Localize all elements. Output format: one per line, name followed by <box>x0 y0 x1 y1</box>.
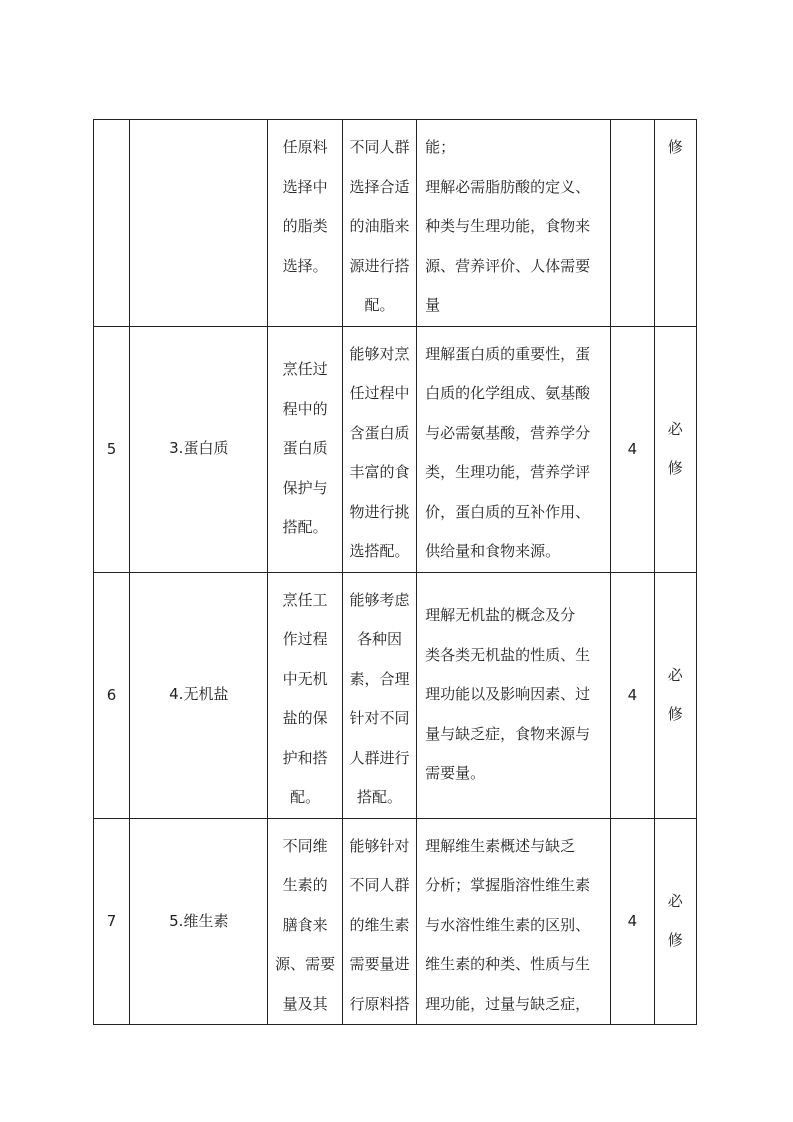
table-row <box>94 326 697 572</box>
content-cell: 烹任过 程中的 蛋白质 保护与 搭配。 <box>268 326 342 572</box>
content-cell: 烹任工 作过程 中无机 盐的保 护和搭 配。 <box>268 572 342 818</box>
table-row <box>94 120 697 327</box>
hours-cell <box>611 120 654 327</box>
table-row <box>94 572 697 818</box>
skill-cell: 能够对烹 任过程中 含蛋白质 丰富的食 物进行挑 选搭配。 <box>342 326 416 572</box>
knowledge-cell: 能； 理解必需脂肪酸的定义、 种类与生理功能，食物来 源、营养评价、人体需要 量 <box>417 120 611 327</box>
course-name-cell <box>130 120 268 327</box>
knowledge-cell: 理解维生素概述与缺乏 分析；掌握脂溶性维生素 与水溶性维生素的区别、 维生素的种类、性质与生 理功能，过量与缺乏症， <box>417 818 611 1025</box>
content-cell: 任原料 选择中 的脂类 选择。 <box>268 120 342 327</box>
row-number-cell: 5 <box>94 326 130 572</box>
skill-cell: 能够针对 不同人群 的维生素 需要量进 行原料搭 <box>342 818 416 1025</box>
row-number-cell: 6 <box>94 572 130 818</box>
knowledge-cell: 理解蛋白质的重要性，蛋 白质的化学组成、氨基酸 与必需氨基酸，营养学分 类，生理功能，营养学评 价，蛋白质的互补作用、 供给量和食物来源。 <box>417 326 611 572</box>
course-name-cell: 4.无机盐 <box>130 572 268 818</box>
row-number-cell <box>94 120 130 327</box>
course-type-cell: 必 修 <box>654 572 696 818</box>
course-name-cell: 5.维生素 <box>130 818 268 1025</box>
hours-cell: 4 <box>611 818 654 1025</box>
course-name-cell: 3.蛋白质 <box>130 326 268 572</box>
hours-cell: 4 <box>611 326 654 572</box>
course-type-cell: 修 <box>654 120 696 327</box>
row-number-cell: 7 <box>94 818 130 1025</box>
skill-cell: 能够考虑 各种因 素，合理 针对不同 人群进行 搭配。 <box>342 572 416 818</box>
skill-cell: 不同人群 选择合适 的油脂来 源进行搭 配。 <box>342 120 416 327</box>
knowledge-cell: 理解无机盐的概念及分 类各类无机盐的性质、生 理功能以及影响因素、过 量与缺乏症，食物来源与 需要量。 <box>417 572 611 818</box>
table-row <box>94 818 697 1025</box>
curriculum-table <box>93 119 697 1025</box>
course-type-cell: 必 修 <box>654 326 696 572</box>
content-cell: 不同维 生素的 膳食来 源、需要 量及其 <box>268 818 342 1025</box>
hours-cell: 4 <box>611 572 654 818</box>
course-type-cell: 必 修 <box>654 818 696 1025</box>
